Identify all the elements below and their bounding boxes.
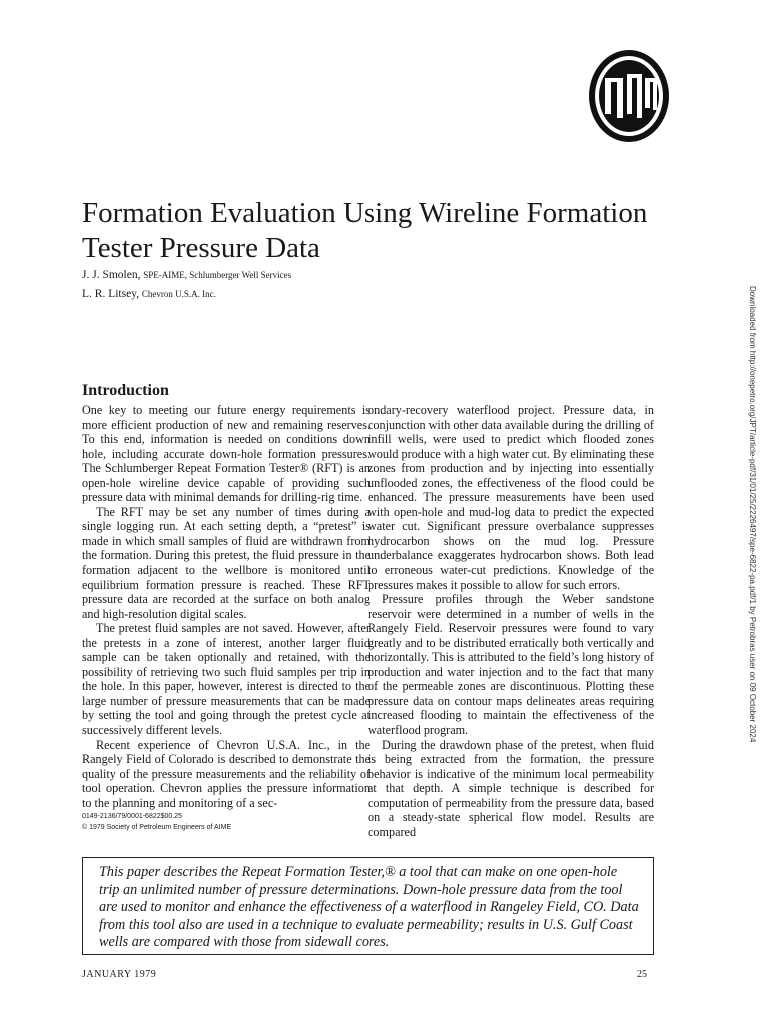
copyright-notice — [82, 811, 231, 833]
section-heading: Introduction — [82, 382, 169, 399]
paragraph: During the drawdown phase of the pretest, when fluid is being extracted from the formation, the pressure behavior is indicative of the minimum local permeability at that depth. A simple technique is described for computation of permeability from the pressure data, based on a steady-state spherical flow model. Results are compared — [368, 737, 654, 839]
author-1 — [82, 266, 291, 285]
paragraph: One key to meeting our future energy requirements is more efficient production of new and remaining reserves. To this end, information is needed on conditions down hole, including accurate down-hole formation pressures. The Schlumberger Repeat Formation Tester® (RFT) is an open-hole wireline device capable of providing such pressure data with minimal demands for drilling-rig time. — [82, 403, 370, 505]
author-list — [82, 266, 291, 304]
paragraph: The pretest fluid samples are not saved. However, after the pretests in a zone of interest, another larger fluid sample can be taken optionally and retained, with the possibility of retrieving two such fluid samples per trip in the hole. In this paper, however, interest is directed to the large number of pressure measurements that can be made by setting the tool and going through the pretest cycle at successively different levels. — [82, 621, 370, 738]
copyright-code: 0149-2136/79/0001-6822$00.25 — [82, 813, 183, 820]
paragraph: Pressure profiles through the Weber sandstone reservoir were determined in a number of wells in the Rangely Field. Reservoir pressures were found to vary greatly and to be distributed erratically both vertically and horizontally. This is attributed to the field’s long history of production and water injection and to the fact that many of the permeable zones are discontinuous. Plotting these pressure data on contour maps delineates areas requiring increased flooding to maintain the effectiveness of the waterflood program. — [368, 592, 654, 738]
page-number: 25 — [637, 969, 647, 980]
issue-date: JANUARY 1979 — [82, 969, 157, 980]
download-watermark: Downloaded from http://onepetro.org/JPT/article-pdf/31/01/25/2226497/spe-6822-pa.pdf/1 by Petrobras user on 09 October 2024 — [748, 286, 757, 743]
copyright-holder: © 1979 Society of Petroleum Engineers of AIME — [82, 824, 232, 831]
spe-society-logo — [587, 48, 671, 144]
left-column — [82, 403, 370, 810]
author-2 — [82, 285, 291, 304]
abstract-box: This paper describes the Repeat Formation Tester,® a tool that can make on one open-hole trip an unlimited number of pressure determinations. Down-hole pressure data from the tool are used to monitor and enhance the effectiveness of a waterflood in Rangeley Field, CO. Data from this tool also are used in a technique to evaluate permeability; results in U.S. Gulf Coast wells are compared with those from sidewall cores. — [82, 857, 654, 955]
author-affiliation: SPE-AIME, Schlumberger Well Services — [143, 270, 292, 280]
author-name: J. J. Smolen, — [82, 269, 141, 281]
right-column — [368, 403, 654, 839]
paragraph: Recent experience of Chevron U.S.A. Inc., in the Rangely Field of Colorado is described to demonstrate the quality of the pressure measurements and the reliability of tool operation. Chevron applies the pressure information to the planning and monitoring of a sec- — [82, 737, 370, 810]
paper-title: Formation Evaluation Using Wireline Formation Tester Pressure Data — [82, 197, 648, 264]
author-name: L. R. Litsey, — [82, 288, 140, 300]
paragraph: The RFT may be set any number of times during a single logging run. At each setting depth, a “pretest” is made in which small samples of fluid are withdrawn from the formation. During this pretest, the fluid pressure in the formation adjacent to the wellbore is monitored until equilibrium formation pressure is reached. These RFT pressure data are recorded at the surface on both analog and high-resolution digital scales. — [82, 504, 370, 621]
paragraph: ondary-recovery waterflood project. Pressure data, in conjunction with other data available during the drilling of infill wells, were used to predict which flooded zones would produce with a high water cut. By eliminating these zones from production and by injecting into essentially unflooded zones, the effectiveness of the flood could be enhanced. The pressure measurements have been used with open-hole and mud-log data to predict the expected water cut. Significant pressure overbalance suppresses hydrocarbon shows on the mud log. Pressure underbalance exaggerates hydrocarbon shows. Both lead to erroneous water-cut predictions. Knowledge of the pressures makes it possible to allow for such errors. — [368, 403, 654, 592]
author-affiliation: Chevron U.S.A. Inc. — [141, 289, 216, 299]
